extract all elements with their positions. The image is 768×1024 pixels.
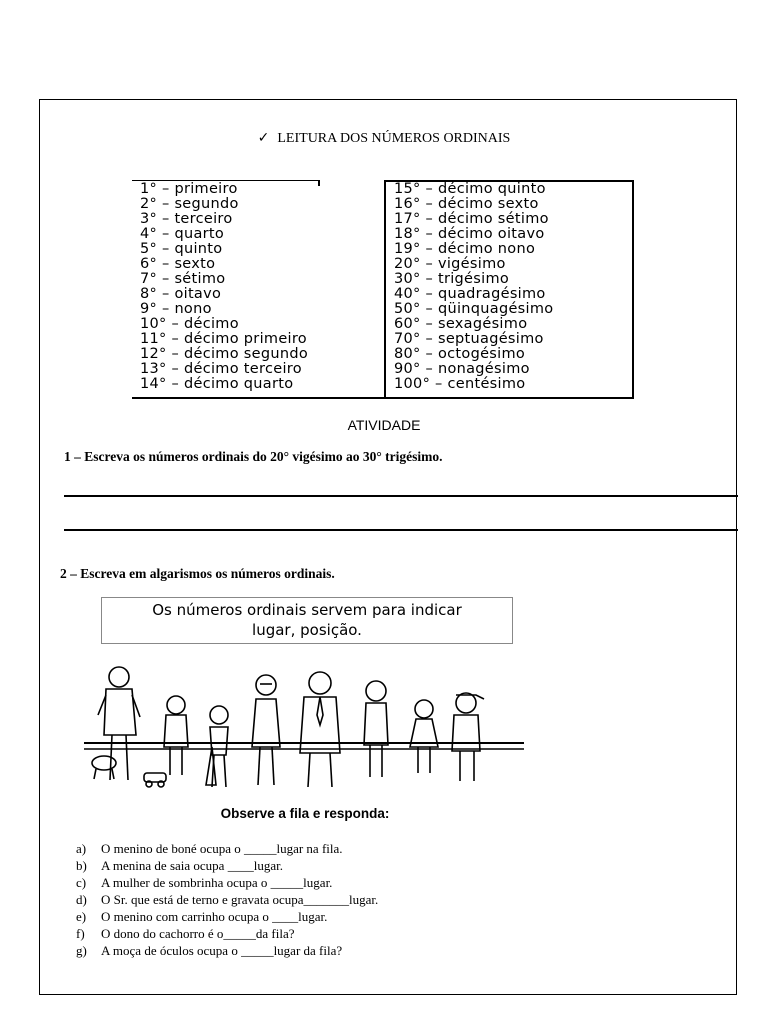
ordinal-entry: 13° – décimo terceiro	[140, 361, 302, 377]
ordinal-entry: 15° – décimo quinto	[394, 181, 546, 197]
person-girl-in-skirt	[410, 700, 438, 773]
question-item-marker: g)	[76, 943, 87, 958]
ordinal-entry: 30° – trigésimo	[394, 271, 510, 287]
ordinal-entry: 2° – segundo	[140, 196, 239, 212]
question-list	[76, 840, 378, 959]
info-box	[101, 597, 513, 644]
question-item-text: A moça de óculos ocupa o _____lugar da fila?	[101, 943, 343, 958]
section-title	[0, 130, 768, 147]
question-item-marker: c)	[76, 875, 87, 890]
question-item-text: O menino de boné ocupa o _____lugar na fila.	[101, 841, 343, 856]
checkmark-icon: ✓	[257, 130, 270, 146]
table-bottom-rule	[132, 397, 634, 399]
table-divider	[384, 180, 386, 398]
ordinal-entry: 12° – décimo segundo	[140, 346, 309, 362]
question-item-text: O dono do cachorro é o_____da fila?	[101, 926, 295, 941]
question-item	[76, 942, 378, 959]
question-item-text: A mulher de sombrinha ocupa o _____lugar.	[101, 875, 333, 890]
ordinal-entry: 1° – primeiro	[140, 181, 238, 197]
question-item	[76, 857, 378, 874]
question-item	[76, 874, 378, 891]
question-item	[76, 891, 378, 908]
person-woman-with-glasses	[252, 675, 280, 785]
ordinal-entry: 11° – décimo primeiro	[140, 331, 307, 347]
ordinal-entry: 80° – octogésimo	[394, 346, 526, 362]
ordinal-entry: 3° – terceiro	[140, 211, 233, 227]
question-item-marker: b)	[76, 858, 87, 873]
person-boy-with-car	[144, 696, 188, 787]
person-man-with-dog	[92, 667, 140, 780]
question-item-marker: e)	[76, 909, 87, 924]
ordinal-entry: 16° – décimo sexto	[394, 196, 539, 212]
ordinals-column-left	[140, 182, 308, 392]
table-tick	[318, 180, 320, 186]
ordinal-entry: 14° – décimo quarto	[140, 376, 294, 392]
ordinal-entry: 7° – sétimo	[140, 271, 226, 287]
question-item	[76, 925, 378, 942]
ordinal-entry: 4° – quarto	[140, 226, 225, 242]
ordinal-entry: 20° – vigésimo	[394, 256, 506, 272]
person-boy-with-cap	[452, 693, 484, 781]
person-woman-with-umbrella	[206, 706, 228, 787]
answer-line-1[interactable]	[64, 495, 738, 497]
table-right-border	[632, 180, 634, 398]
ordinal-entry: 60° – sexagésimo	[394, 316, 528, 332]
ordinal-entry: 90° – nonagésimo	[394, 361, 530, 377]
question-item-marker: d)	[76, 892, 87, 907]
question-item-marker: f)	[76, 926, 85, 941]
question-item-marker: a)	[76, 841, 87, 856]
info-box-line-1: Os números ordinais servem para indicar	[152, 601, 462, 619]
ordinal-entry: 70° – septuagésimo	[394, 331, 544, 347]
ordinal-entry: 19° – décimo nono	[394, 241, 536, 257]
ordinal-entry: 50° – qüinquagésimo	[394, 301, 554, 317]
queue-illustration	[84, 655, 524, 795]
ordinal-entry: 6° – sexto	[140, 256, 216, 272]
ordinal-entry: 5° – quinto	[140, 241, 223, 257]
question-2: 2 – Escreva em algarismos os números ordinais.	[60, 566, 335, 581]
ordinals-table	[132, 180, 636, 398]
ordinals-column-right	[394, 182, 553, 392]
answer-line-2[interactable]	[64, 529, 738, 531]
question-item	[76, 840, 378, 857]
question-item-text: O Sr. que está de terno e gravata ocupa_______lugar.	[101, 892, 379, 907]
ordinal-entry: 8° – oitavo	[140, 286, 222, 302]
ordinal-entry: 100° – centésimo	[394, 376, 526, 392]
activity-title: ATIVIDADE	[347, 417, 421, 433]
section-title-text: LEITURA DOS NÚMEROS ORDINAIS	[277, 131, 511, 146]
question-item-text: A menina de saia ocupa ____lugar.	[101, 858, 283, 873]
observe-instruction: Observe a fila e responda:	[220, 806, 390, 821]
ordinal-entry: 40° – quadragésimo	[394, 286, 546, 302]
ordinal-entry: 18° – décimo oitavo	[394, 226, 545, 242]
ordinal-entry: 10° – décimo	[140, 316, 239, 332]
info-box-line-2: lugar, posição.	[252, 621, 362, 639]
person-man-in-suit	[300, 672, 340, 787]
question-item-text: O menino com carrinho ocupa o ____lugar.	[101, 909, 328, 924]
question-item	[76, 908, 378, 925]
ordinal-entry: 17° – décimo sétimo	[394, 211, 549, 227]
ordinal-entry: 9° – nono	[140, 301, 212, 317]
person-girl	[364, 681, 388, 777]
question-1: 1 – Escreva os números ordinais do 20° vigésimo ao 30° trigésimo.	[64, 449, 443, 464]
